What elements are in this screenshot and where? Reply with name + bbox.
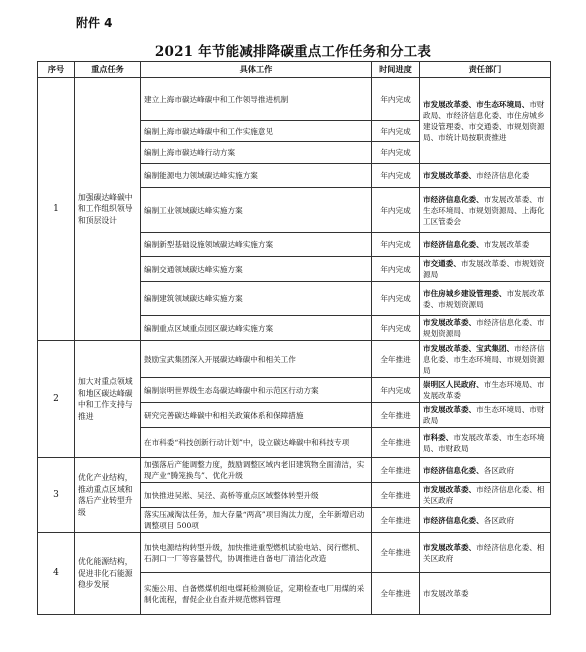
responsible-cell — [420, 78, 551, 164]
work-cell: 编制交通领域碳达峰实施方案 — [141, 257, 372, 282]
time-cell: 全年推进 — [372, 341, 420, 378]
responsible-lead: 市经济信息化委、 — [423, 515, 484, 525]
time-cell: 年内完成 — [372, 378, 420, 403]
work-cell: 编制上海市碳达峰碳中和工作实施意见 — [141, 121, 372, 142]
group-key-task: 优化能源结构，促进非化石能源稳步发展 — [75, 533, 141, 615]
responsible-cell — [420, 341, 551, 378]
time-cell: 年内完成 — [372, 257, 420, 282]
group-seq: 1 — [38, 78, 75, 341]
time-cell: 年内完成 — [372, 282, 420, 316]
work-cell: 加快电源结构转型升级，加快推进重型燃机试验电站、闵行燃机、石洞口一厂等容量替代，协调推进自备电厂清洁化改造 — [141, 533, 372, 573]
time-cell: 年内完成 — [372, 233, 420, 257]
responsible-lead: 市发展改革委、 — [423, 542, 477, 552]
header-seq: 序号 — [38, 62, 75, 78]
work-cell: 加强落后产能调整力度，鼓励调整区域内老旧建筑物全面清洁，实现产业“腾笼换鸟”、优化升级 — [141, 458, 372, 483]
responsible-others: 市经济信息化委、相关区政府 — [423, 485, 545, 505]
responsible-lead: 市发展改革委、 — [423, 405, 477, 414]
table-row — [38, 78, 551, 121]
time-cell: 全年推进 — [372, 533, 420, 573]
responsible-others: 市经济信息化委、相关区政府 — [423, 542, 545, 563]
work-cell: 实施公用、自备燃煤机组电煤耗检测验证，定期检查电厂用煤的采制化流程，督促企业自查并规范燃料管理 — [141, 573, 372, 615]
table-row — [38, 341, 551, 378]
header-responsible: 责任部门 — [420, 62, 551, 78]
responsible-others: 各区政府 — [483, 515, 515, 525]
responsible-lead: 市经济信息化委、 — [423, 194, 484, 204]
responsible-others: 市发展改革委、市规划资源局 — [423, 259, 545, 279]
group-key-task: 加强碳达峰碳中和工作组织领导和顶层设计 — [75, 78, 141, 341]
responsible-lead: 市科委、 — [423, 432, 454, 442]
work-cell: 编制工业领域碳达峰实施方案 — [141, 188, 372, 233]
group-seq: 4 — [38, 533, 75, 615]
header-key-task: 重点任务 — [75, 62, 141, 78]
responsible-others: 市经济信息化委、市规划资源局 — [423, 318, 545, 338]
work-cell: 编制建筑领域碳达峰实施方案 — [141, 282, 372, 316]
responsible-others: 市发展改革委、市生态环境局、市规划资源局、上海化工区管委会 — [423, 194, 545, 226]
attachment-label: 附件 4 — [76, 16, 113, 30]
responsible-lead: 市经济信息化委、 — [423, 465, 484, 475]
responsible-cell — [420, 378, 551, 403]
time-cell: 年内完成 — [372, 78, 420, 121]
task-table — [37, 61, 551, 615]
responsible-lead: 市经济信息化委、 — [423, 240, 484, 249]
document-title: 2021 年节能减排降碳重点工作任务和分工表 — [154, 44, 432, 60]
responsible-cell — [420, 188, 551, 233]
group-seq: 3 — [38, 458, 75, 533]
responsible-cell — [420, 282, 551, 316]
table-row — [38, 533, 551, 573]
work-cell: 编制崇明世界级生态岛碳达峰碳中和示范区行动方案 — [141, 378, 372, 403]
time-cell: 全年推进 — [372, 428, 420, 458]
work-cell: 加快推进吴淞、吴泾、高桥等重点区域整体转型升级 — [141, 483, 372, 508]
responsible-lead: 市发展改革委、 — [423, 171, 477, 180]
group-seq: 2 — [38, 341, 75, 458]
responsible-others: 市发展改革委、市规划资源局 — [423, 288, 545, 309]
time-cell: 年内完成 — [372, 121, 420, 142]
responsible-cell — [420, 533, 551, 573]
time-cell: 年内完成 — [372, 142, 420, 164]
work-cell: 在市科委“科技创新行动计划”中，设立碳达峰碳中和科技专项 — [141, 428, 372, 458]
responsible-cell — [420, 316, 551, 341]
responsible-lead: 市住房城乡建设管理委、 — [423, 288, 507, 298]
time-cell: 全年推进 — [372, 403, 420, 428]
responsible-cell — [420, 458, 551, 483]
responsible-cell — [420, 483, 551, 508]
header-time: 时间进度 — [372, 62, 420, 78]
responsible-others: 各区政府 — [483, 465, 515, 475]
responsible-others: 市发展改革委 — [423, 589, 469, 598]
responsible-lead: 市发展改革委、市生态环境局、 — [423, 99, 530, 109]
work-cell: 研究完善碳达峰碳中和相关政策体系和保障措施 — [141, 403, 372, 428]
responsible-cell — [420, 573, 551, 615]
responsible-cell — [420, 233, 551, 257]
group-key-task: 加大对重点领域和地区碳达峰碳中和工作支持与推进 — [75, 341, 141, 458]
responsible-cell — [420, 428, 551, 458]
responsible-others: 市财政局、市经济信息化委、市住房城乡建设管理委、市交通委、市规划资源局、市统计局按职责推进 — [423, 99, 545, 142]
work-cell: 编制上海市碳达峰行动方案 — [141, 142, 372, 164]
responsible-cell — [420, 403, 551, 428]
responsible-cell — [420, 257, 551, 282]
time-cell: 全年推进 — [372, 508, 420, 533]
time-cell: 全年推进 — [372, 573, 420, 615]
responsible-lead: 市发展改革委、 — [423, 318, 477, 327]
table-row — [38, 458, 551, 483]
responsible-others: 市经济信息化委、市生态环境局、市规划资源局 — [423, 343, 545, 375]
responsible-others: 市生态环境局、市发展改革委 — [423, 380, 545, 400]
time-cell: 年内完成 — [372, 164, 420, 188]
time-cell: 年内完成 — [372, 316, 420, 341]
time-cell: 年内完成 — [372, 188, 420, 233]
work-cell: 编制重点区域重点园区碳达峰实施方案 — [141, 316, 372, 341]
time-cell: 全年推进 — [372, 458, 420, 483]
table-header-row — [38, 62, 551, 78]
responsible-others: 市生态环境局、市财政局 — [423, 405, 545, 425]
work-cell: 落实压减淘汰任务，加大存量“两高”项目淘汰力度，全年新增启动调整项目 500项 — [141, 508, 372, 533]
responsible-others: 市经济信息化委 — [476, 171, 530, 180]
work-cell: 建立上海市碳达峰碳中和工作领导推进机制 — [141, 78, 372, 121]
responsible-lead: 崇明区人民政府、 — [423, 380, 484, 389]
work-cell: 编制新型基础设施领域碳达峰实施方案 — [141, 233, 372, 257]
responsible-others: 市发展改革委 — [483, 240, 530, 249]
responsible-lead: 市发展改革委、 — [423, 485, 477, 494]
work-cell: 鼓励宝武集团深入开展碳达峰碳中和相关工作 — [141, 341, 372, 378]
responsible-cell — [420, 508, 551, 533]
header-work: 具体工作 — [141, 62, 372, 78]
group-key-task: 优化产业结构，推动重点区域和落后产业转型升级 — [75, 458, 141, 533]
responsible-lead: 市交通委、 — [423, 259, 461, 268]
responsible-lead: 市发展改革委、宝武集团、 — [423, 343, 515, 353]
responsible-cell — [420, 164, 551, 188]
responsible-others: 市发展改革委、市生态环境局、市财政局 — [423, 432, 545, 453]
work-cell: 编制能源电力领域碳达峰实施方案 — [141, 164, 372, 188]
time-cell: 全年推进 — [372, 483, 420, 508]
